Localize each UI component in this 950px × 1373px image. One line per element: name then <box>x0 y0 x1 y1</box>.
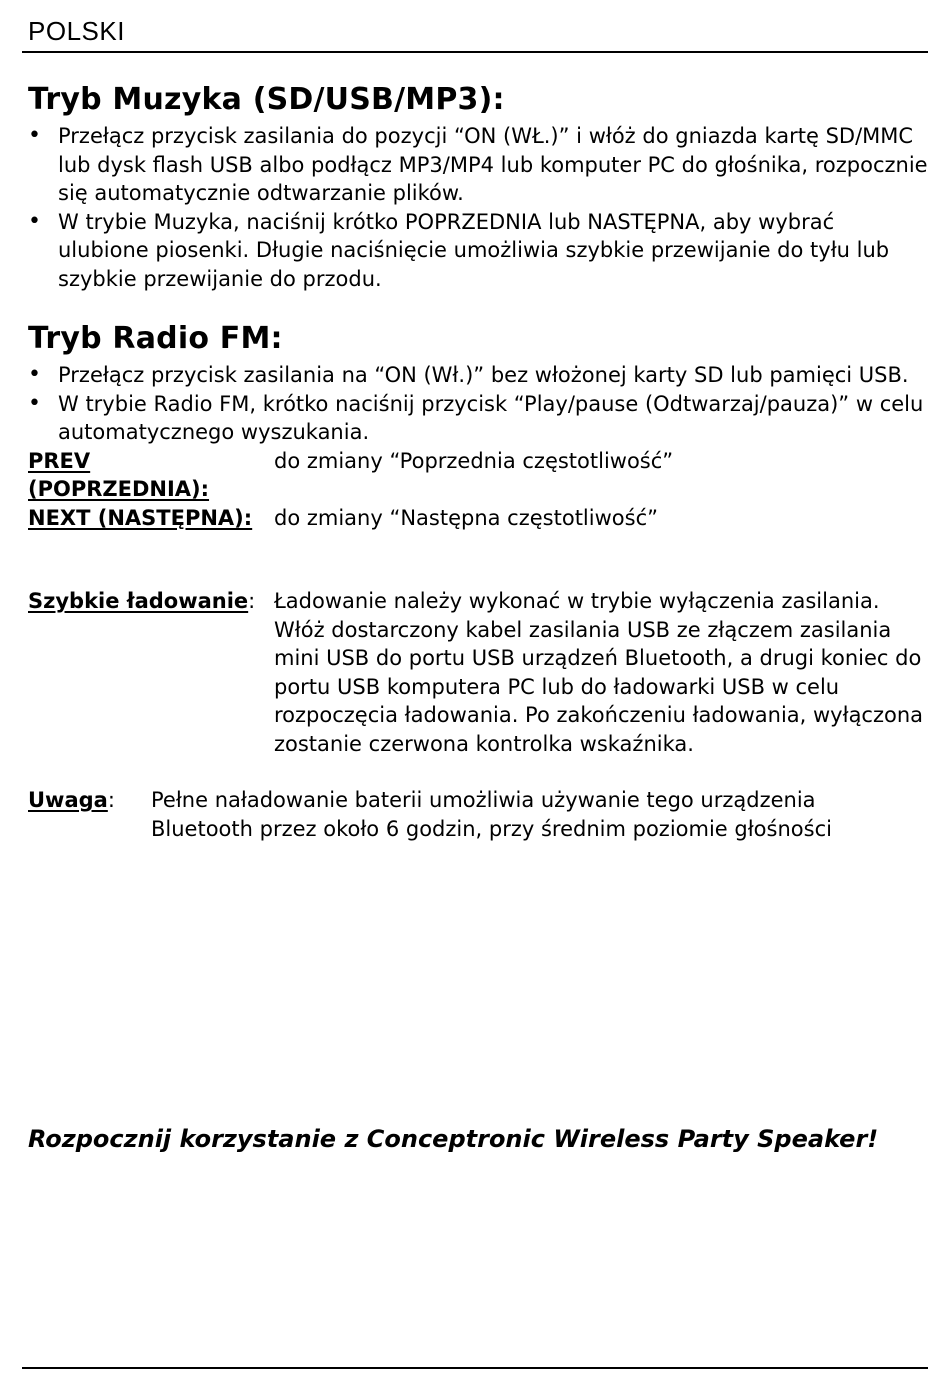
charging-term: Szybkie ładowanie <box>28 589 249 613</box>
note-description: Pełne naładowanie baterii umożliwia używanie tego urządzenia Bluetooth przez około 6 godzin, przy średnim poziomie głośności <box>151 788 832 841</box>
charging-colon: : <box>248 589 256 613</box>
prev-definition <box>28 447 928 504</box>
top-divider <box>22 51 928 53</box>
note-term-wrap <box>28 786 151 843</box>
note-term: Uwaga <box>28 788 108 812</box>
note-colon: : <box>107 788 115 812</box>
list-item: • W trybie Muzyka, naciśnij krótko POPRZEDNIA lub NASTĘPNA, aby wybrać ulubione piosenki. Długie naciśnięcie umożliwia szybkie przewijanie do tyłu lub szybkie przewijanie do przodu. <box>28 208 928 294</box>
charging-term-wrap <box>28 587 274 758</box>
prev-term: PREV (POPRZEDNIA): <box>28 448 210 501</box>
bottom-divider <box>22 1367 928 1369</box>
music-mode-title: Tryb Muzyka (SD/USB/MP3): <box>28 82 505 117</box>
radio-mode-list <box>28 361 928 447</box>
note-definition <box>28 786 928 843</box>
list-item: • W trybie Radio FM, krótko naciśnij przycisk “Play/pause (Odtwarzaj/pauza)” w celu automatycznego wyszukania. <box>28 390 928 447</box>
next-definition <box>28 504 928 533</box>
list-item: • Przełącz przycisk zasilania do pozycji “ON (WŁ.)” i włóż do gniazda kartę SD/MMC lub dysk flash USB albo podłącz MP3/MP4 lub komputer PC do głośnika, rozpocznie się automatycznie odtwarzanie plików. <box>28 122 928 208</box>
music-mode-list <box>28 122 928 293</box>
next-description: do zmiany “Następna częstotliwość” <box>274 505 658 530</box>
list-item: • Przełącz przycisk zasilania na “ON (Wł.)” bez włożonej karty SD lub pamięci USB. <box>28 361 928 390</box>
prev-description: do zmiany “Poprzednia częstotliwość” <box>274 448 674 473</box>
closing-statement: Rozpocznij korzystanie z Conceptronic Wireless Party Speaker! <box>28 1125 879 1153</box>
charging-description: Ładowanie należy wykonać w trybie wyłączenia zasilania. Włóż dostarczony kabel zasilania USB ze złączem zasilania mini USB do portu USB urządzeń Bluetooth, a drugi koniec do portu USB komputera PC lub do ładowarki USB w celu rozpoczęcia ładowania. Po zakończeniu ładowania, wyłączona zostanie czerwona kontrolka wskaźnika. <box>274 589 924 756</box>
page-content <box>28 78 928 1157</box>
charging-definition <box>28 587 928 758</box>
language-header: POLSKI <box>28 16 125 46</box>
next-term: NEXT (NASTĘPNA): <box>28 505 253 530</box>
radio-mode-title: Tryb Radio FM: <box>28 321 283 356</box>
